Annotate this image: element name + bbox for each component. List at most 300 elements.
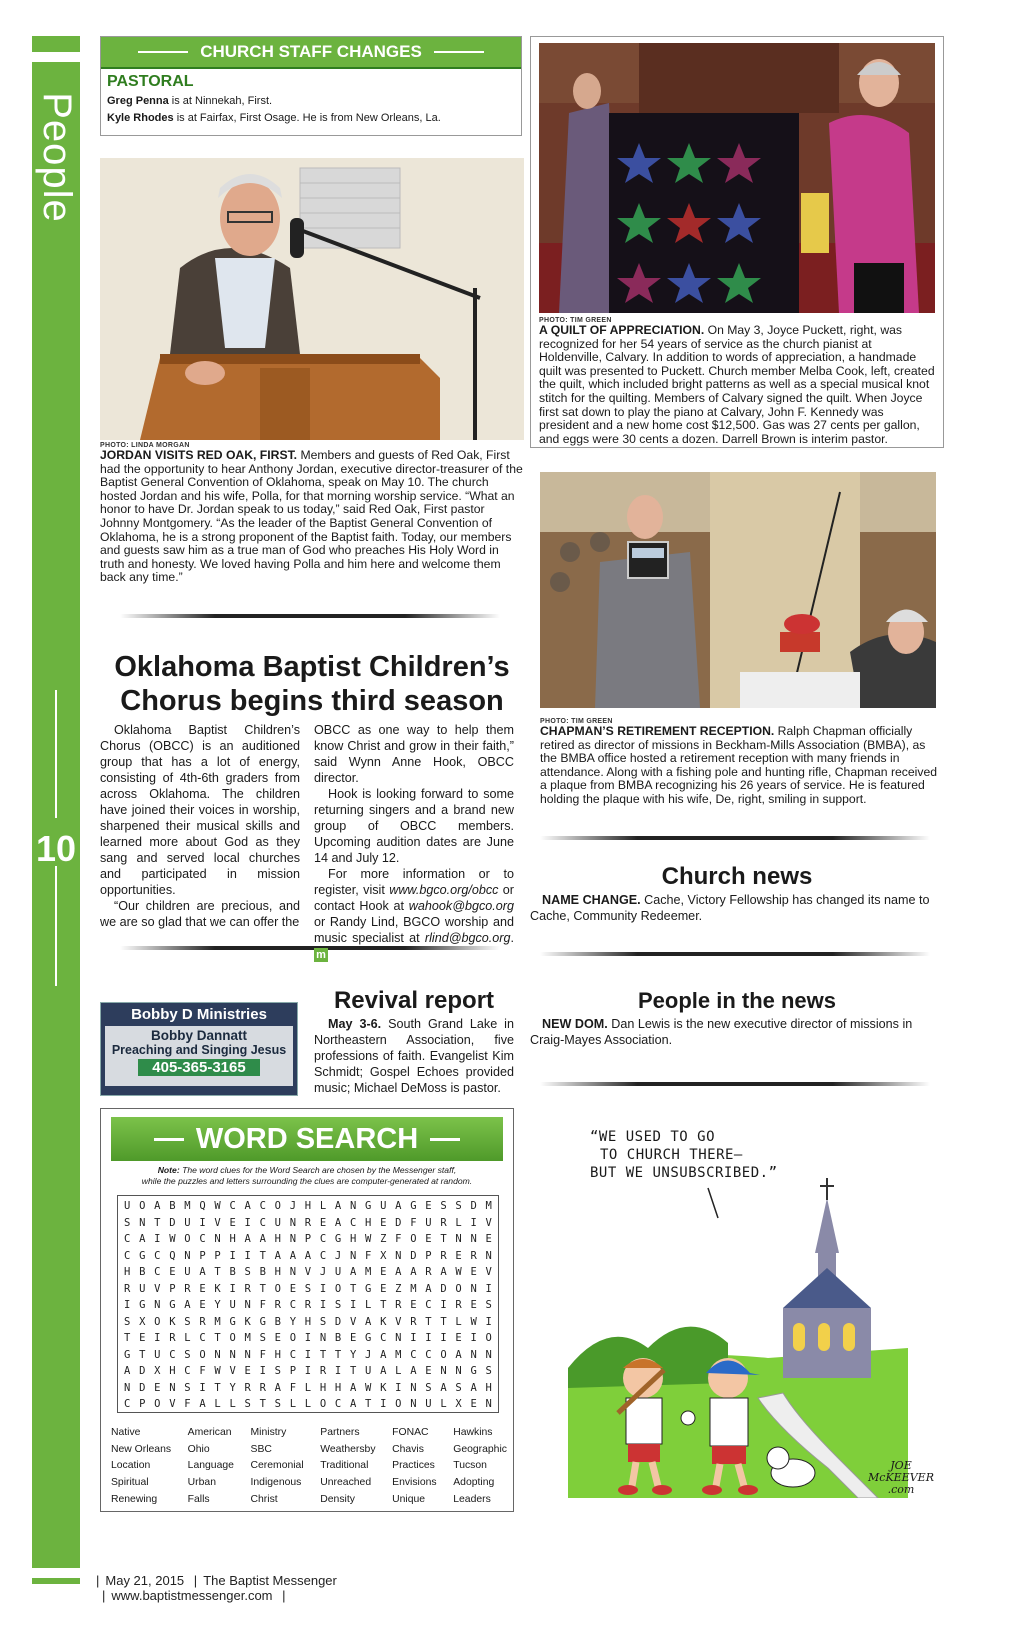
grid-letter[interactable]: R <box>124 1282 131 1295</box>
grid-letter[interactable]: T <box>259 1282 266 1295</box>
grid-letter[interactable]: C <box>199 1233 206 1246</box>
grid-letter[interactable]: H <box>124 1266 131 1279</box>
grid-letter[interactable]: W <box>455 1266 462 1279</box>
grid-letter[interactable]: T <box>214 1266 221 1279</box>
grid-letter[interactable]: D <box>169 1216 176 1229</box>
grid-letter[interactable]: R <box>274 1299 281 1312</box>
grid-letter[interactable]: D <box>440 1282 447 1295</box>
grid-letter[interactable]: D <box>139 1365 146 1378</box>
grid-letter[interactable]: S <box>485 1365 492 1378</box>
grid-letter[interactable]: W <box>470 1315 477 1328</box>
grid-letter[interactable]: I <box>349 1299 357 1312</box>
grid-letter[interactable]: V <box>349 1315 357 1328</box>
grid-letter[interactable]: J <box>334 1249 342 1262</box>
grid-letter[interactable]: S <box>455 1200 462 1213</box>
grid-letter[interactable]: I <box>304 1348 312 1361</box>
grid-letter[interactable]: D <box>410 1249 417 1262</box>
grid-letter[interactable]: C <box>319 1233 327 1246</box>
grid-letter[interactable]: L <box>289 1398 297 1411</box>
grid-letter[interactable]: N <box>139 1216 146 1229</box>
grid-letter[interactable]: A <box>349 1266 357 1279</box>
grid-letter[interactable]: E <box>470 1266 477 1279</box>
grid-letter[interactable]: O <box>440 1348 447 1361</box>
grid-letter[interactable]: T <box>380 1299 387 1312</box>
grid-letter[interactable]: N <box>289 1266 297 1279</box>
grid-letter[interactable]: A <box>259 1233 266 1246</box>
grid-letter[interactable]: R <box>304 1299 312 1312</box>
grid-letter[interactable]: C <box>124 1233 131 1246</box>
grid-letter[interactable]: N <box>485 1398 492 1411</box>
grid-letter[interactable]: E <box>199 1282 206 1295</box>
grid-letter[interactable]: A <box>124 1365 131 1378</box>
grid-letter[interactable]: W <box>365 1233 372 1246</box>
grid-letter[interactable]: A <box>349 1381 357 1394</box>
grid-letter[interactable]: G <box>139 1299 146 1312</box>
grid-letter[interactable]: J <box>365 1348 372 1361</box>
grid-letter[interactable]: I <box>304 1365 312 1378</box>
grid-letter[interactable]: V <box>214 1216 221 1229</box>
grid-letter[interactable]: S <box>440 1200 447 1213</box>
grid-letter[interactable]: N <box>485 1348 492 1361</box>
grid-letter[interactable]: K <box>214 1282 221 1295</box>
grid-letter[interactable]: N <box>319 1332 327 1345</box>
grid-letter[interactable]: I <box>244 1216 251 1229</box>
grid-letter[interactable]: O <box>154 1398 161 1411</box>
grid-letter[interactable]: C <box>334 1398 342 1411</box>
grid-letter[interactable]: V <box>229 1365 236 1378</box>
grid-letter[interactable]: F <box>365 1249 372 1262</box>
grid-letter[interactable]: E <box>410 1299 417 1312</box>
grid-letter[interactable]: L <box>455 1216 462 1229</box>
grid-letter[interactable]: Q <box>169 1249 176 1262</box>
grid-letter[interactable]: M <box>410 1282 417 1295</box>
grid-letter[interactable]: A <box>425 1282 432 1295</box>
grid-letter[interactable]: F <box>184 1398 191 1411</box>
grid-letter[interactable]: C <box>229 1200 236 1213</box>
grid-letter[interactable]: W <box>214 1365 221 1378</box>
grid-letter[interactable]: Y <box>214 1299 221 1312</box>
grid-letter[interactable]: R <box>319 1365 327 1378</box>
grid-letter[interactable]: H <box>349 1233 357 1246</box>
grid-letter[interactable]: V <box>304 1266 312 1279</box>
grid-letter[interactable]: G <box>124 1348 131 1361</box>
grid-letter[interactable]: R <box>169 1332 176 1345</box>
grid-letter[interactable]: A <box>380 1348 387 1361</box>
grid-letter[interactable]: E <box>274 1332 281 1345</box>
grid-letter[interactable]: L <box>440 1398 447 1411</box>
grid-letter[interactable]: M <box>244 1332 251 1345</box>
grid-letter[interactable]: I <box>199 1216 206 1229</box>
grid-letter[interactable]: S <box>334 1299 342 1312</box>
grid-letter[interactable]: A <box>244 1233 251 1246</box>
grid-letter[interactable]: O <box>289 1332 297 1345</box>
grid-letter[interactable]: B <box>259 1266 266 1279</box>
grid-letter[interactable]: E <box>139 1332 146 1345</box>
grid-letter[interactable]: I <box>485 1315 492 1328</box>
grid-letter[interactable]: R <box>244 1381 251 1394</box>
grid-letter[interactable]: N <box>395 1249 402 1262</box>
grid-letter[interactable]: O <box>229 1332 236 1345</box>
grid-letter[interactable]: A <box>139 1233 146 1246</box>
grid-letter[interactable]: S <box>425 1381 432 1394</box>
grid-letter[interactable]: I <box>470 1216 477 1229</box>
grid-letter[interactable]: P <box>289 1365 297 1378</box>
grid-letter[interactable]: R <box>425 1266 432 1279</box>
grid-letter[interactable]: Z <box>380 1233 387 1246</box>
grid-letter[interactable]: S <box>124 1315 131 1328</box>
grid-letter[interactable]: C <box>199 1332 206 1345</box>
grid-letter[interactable]: G <box>365 1282 372 1295</box>
grid-letter[interactable]: N <box>470 1282 477 1295</box>
grid-letter[interactable]: I <box>395 1381 402 1394</box>
grid-letter[interactable]: H <box>304 1200 312 1213</box>
grid-letter[interactable]: N <box>154 1299 161 1312</box>
grid-letter[interactable]: H <box>229 1233 236 1246</box>
grid-letter[interactable]: O <box>395 1398 402 1411</box>
grid-letter[interactable]: A <box>274 1249 281 1262</box>
grid-letter[interactable]: T <box>440 1315 447 1328</box>
grid-letter[interactable]: F <box>199 1365 206 1378</box>
grid-letter[interactable]: R <box>440 1249 447 1262</box>
grid-letter[interactable]: E <box>169 1266 176 1279</box>
grid-letter[interactable]: Y <box>229 1381 236 1394</box>
grid-letter[interactable]: E <box>154 1381 161 1394</box>
grid-letter[interactable]: E <box>244 1365 251 1378</box>
grid-letter[interactable]: O <box>154 1315 161 1328</box>
grid-letter[interactable]: N <box>470 1233 477 1246</box>
grid-letter[interactable]: E <box>470 1398 477 1411</box>
grid-letter[interactable]: A <box>395 1200 402 1213</box>
grid-letter[interactable]: X <box>154 1365 161 1378</box>
grid-letter[interactable]: N <box>229 1348 236 1361</box>
grid-letter[interactable]: B <box>274 1315 281 1328</box>
grid-letter[interactable]: T <box>425 1315 432 1328</box>
grid-letter[interactable]: Y <box>349 1348 357 1361</box>
grid-letter[interactable]: U <box>365 1365 372 1378</box>
grid-letter[interactable]: A <box>199 1398 206 1411</box>
word-search-grid[interactable] <box>117 1195 499 1413</box>
grid-letter[interactable]: S <box>304 1282 312 1295</box>
grid-letter[interactable]: R <box>440 1216 447 1229</box>
grid-letter[interactable]: A <box>199 1266 206 1279</box>
grid-letter[interactable]: E <box>199 1299 206 1312</box>
grid-letter[interactable]: H <box>365 1216 372 1229</box>
grid-letter[interactable]: S <box>485 1299 492 1312</box>
grid-letter[interactable]: E <box>455 1332 462 1345</box>
grid-letter[interactable]: N <box>244 1348 251 1361</box>
grid-letter[interactable]: O <box>184 1233 191 1246</box>
grid-letter[interactable]: N <box>244 1299 251 1312</box>
grid-letter[interactable]: J <box>319 1266 327 1279</box>
grid-letter[interactable]: A <box>334 1216 342 1229</box>
grid-letter[interactable]: N <box>455 1365 462 1378</box>
grid-letter[interactable]: R <box>259 1381 266 1394</box>
grid-letter[interactable]: A <box>304 1249 312 1262</box>
grid-letter[interactable]: F <box>289 1381 297 1394</box>
grid-letter[interactable]: N <box>289 1233 297 1246</box>
grid-letter[interactable]: T <box>319 1348 327 1361</box>
grid-letter[interactable]: B <box>169 1200 176 1213</box>
grid-letter[interactable]: U <box>425 1216 432 1229</box>
grid-letter[interactable]: C <box>289 1348 297 1361</box>
grid-letter[interactable]: U <box>229 1299 236 1312</box>
grid-letter[interactable]: N <box>214 1233 221 1246</box>
grid-letter[interactable]: B <box>139 1266 146 1279</box>
grid-letter[interactable]: C <box>425 1299 432 1312</box>
grid-letter[interactable]: T <box>365 1398 372 1411</box>
grid-letter[interactable]: C <box>154 1249 161 1262</box>
grid-letter[interactable]: A <box>244 1200 251 1213</box>
grid-letter[interactable]: S <box>319 1315 327 1328</box>
grid-letter[interactable]: V <box>395 1315 402 1328</box>
grid-letter[interactable]: L <box>214 1398 221 1411</box>
grid-letter[interactable]: D <box>334 1315 342 1328</box>
grid-letter[interactable]: R <box>470 1249 477 1262</box>
grid-letter[interactable]: I <box>229 1282 236 1295</box>
grid-letter[interactable]: N <box>470 1348 477 1361</box>
grid-letter[interactable]: H <box>274 1233 281 1246</box>
grid-letter[interactable]: G <box>259 1315 266 1328</box>
grid-letter[interactable]: V <box>485 1266 492 1279</box>
grid-letter[interactable]: I <box>154 1332 161 1345</box>
grid-letter[interactable]: R <box>455 1299 462 1312</box>
grid-letter[interactable]: W <box>169 1233 176 1246</box>
grid-letter[interactable]: M <box>214 1315 221 1328</box>
grid-letter[interactable]: L <box>455 1315 462 1328</box>
grid-letter[interactable]: B <box>334 1332 342 1345</box>
grid-letter[interactable]: C <box>410 1348 417 1361</box>
grid-letter[interactable]: C <box>184 1365 191 1378</box>
grid-letter[interactable]: E <box>425 1233 432 1246</box>
grid-letter[interactable]: A <box>410 1365 417 1378</box>
grid-letter[interactable]: M <box>485 1200 492 1213</box>
grid-letter[interactable]: R <box>304 1216 312 1229</box>
grid-letter[interactable]: O <box>455 1282 462 1295</box>
grid-letter[interactable]: P <box>304 1233 312 1246</box>
grid-letter[interactable]: G <box>365 1200 372 1213</box>
grid-letter[interactable]: R <box>244 1282 251 1295</box>
grid-letter[interactable]: A <box>184 1299 191 1312</box>
grid-letter[interactable]: A <box>410 1266 417 1279</box>
grid-letter[interactable]: V <box>485 1216 492 1229</box>
grid-letter[interactable]: O <box>274 1200 281 1213</box>
grid-letter[interactable]: U <box>139 1282 146 1295</box>
grid-letter[interactable]: C <box>349 1216 357 1229</box>
grid-letter[interactable]: I <box>410 1332 417 1345</box>
grid-letter[interactable]: I <box>244 1249 251 1262</box>
grid-letter[interactable]: R <box>199 1315 206 1328</box>
grid-letter[interactable]: J <box>289 1200 297 1213</box>
grid-letter[interactable]: C <box>124 1398 131 1411</box>
grid-letter[interactable]: C <box>154 1266 161 1279</box>
grid-letter[interactable]: O <box>199 1348 206 1361</box>
grid-letter[interactable]: C <box>259 1216 266 1229</box>
grid-letter[interactable]: D <box>395 1216 402 1229</box>
grid-letter[interactable]: T <box>259 1398 266 1411</box>
grid-letter[interactable]: L <box>229 1398 236 1411</box>
grid-letter[interactable]: H <box>274 1348 281 1361</box>
grid-letter[interactable]: N <box>289 1216 297 1229</box>
grid-letter[interactable]: N <box>124 1381 131 1394</box>
grid-letter[interactable]: A <box>289 1249 297 1262</box>
bobby-d-ad[interactable]: Bobby D Ministries Bobby Dannatt Preaching and Singing Jesus 405-365-3165 <box>100 1002 298 1096</box>
grid-letter[interactable]: U <box>334 1266 342 1279</box>
grid-letter[interactable]: I <box>334 1365 342 1378</box>
grid-letter[interactable]: H <box>304 1315 312 1328</box>
grid-letter[interactable]: C <box>319 1249 327 1262</box>
grid-letter[interactable]: S <box>124 1216 131 1229</box>
grid-letter[interactable]: G <box>139 1249 146 1262</box>
grid-letter[interactable]: P <box>139 1398 146 1411</box>
grid-letter[interactable]: K <box>380 1381 387 1394</box>
grid-letter[interactable]: S <box>274 1365 281 1378</box>
grid-letter[interactable]: A <box>334 1200 342 1213</box>
grid-letter[interactable]: F <box>259 1348 266 1361</box>
grid-letter[interactable]: U <box>184 1266 191 1279</box>
grid-letter[interactable]: Y <box>289 1315 297 1328</box>
grid-letter[interactable]: A <box>470 1381 477 1394</box>
grid-letter[interactable]: C <box>169 1348 176 1361</box>
grid-letter[interactable]: S <box>184 1381 191 1394</box>
grid-letter[interactable]: P <box>199 1249 206 1262</box>
grid-letter[interactable]: E <box>380 1216 387 1229</box>
grid-letter[interactable]: H <box>169 1365 176 1378</box>
grid-letter[interactable]: G <box>169 1299 176 1312</box>
grid-letter[interactable]: H <box>485 1381 492 1394</box>
grid-letter[interactable]: G <box>365 1332 372 1345</box>
grid-letter[interactable]: N <box>349 1249 357 1262</box>
grid-letter[interactable]: N <box>214 1348 221 1361</box>
grid-letter[interactable]: T <box>124 1332 131 1345</box>
grid-letter[interactable]: A <box>440 1381 447 1394</box>
grid-letter[interactable]: P <box>169 1282 176 1295</box>
grid-letter[interactable]: E <box>425 1200 432 1213</box>
grid-letter[interactable]: A <box>365 1315 372 1328</box>
grid-letter[interactable]: D <box>139 1381 146 1394</box>
grid-letter[interactable]: T <box>259 1249 266 1262</box>
grid-letter[interactable]: B <box>229 1266 236 1279</box>
grid-letter[interactable]: E <box>470 1299 477 1312</box>
grid-letter[interactable]: G <box>410 1200 417 1213</box>
grid-letter[interactable]: E <box>455 1249 462 1262</box>
grid-letter[interactable]: O <box>274 1282 281 1295</box>
grid-letter[interactable]: U <box>274 1216 281 1229</box>
grid-letter[interactable]: I <box>319 1282 327 1295</box>
grid-letter[interactable]: E <box>380 1282 387 1295</box>
grid-letter[interactable]: K <box>169 1315 176 1328</box>
grid-letter[interactable]: E <box>289 1282 297 1295</box>
grid-letter[interactable]: V <box>169 1398 176 1411</box>
grid-letter[interactable]: I <box>229 1249 236 1262</box>
grid-letter[interactable]: O <box>410 1233 417 1246</box>
grid-letter[interactable]: F <box>410 1216 417 1229</box>
ad-phone[interactable]: 405-365-3165 <box>138 1059 259 1076</box>
grid-letter[interactable]: C <box>259 1200 266 1213</box>
grid-letter[interactable]: V <box>154 1282 161 1295</box>
grid-letter[interactable]: W <box>214 1200 221 1213</box>
grid-letter[interactable]: T <box>139 1348 146 1361</box>
grid-letter[interactable]: N <box>349 1200 357 1213</box>
grid-letter[interactable]: I <box>154 1233 161 1246</box>
grid-letter[interactable]: O <box>319 1398 327 1411</box>
grid-letter[interactable]: C <box>124 1249 131 1262</box>
grid-letter[interactable]: T <box>349 1365 357 1378</box>
grid-letter[interactable]: F <box>395 1233 402 1246</box>
grid-letter[interactable]: S <box>274 1398 281 1411</box>
grid-letter[interactable]: I <box>124 1299 131 1312</box>
grid-letter[interactable]: S <box>184 1348 191 1361</box>
grid-letter[interactable]: L <box>304 1381 312 1394</box>
grid-letter[interactable]: D <box>470 1200 477 1213</box>
grid-letter[interactable]: L <box>395 1365 402 1378</box>
obcc-link[interactable]: www.bgco.org/obcc <box>389 883 499 897</box>
grid-letter[interactable]: L <box>319 1200 327 1213</box>
grid-letter[interactable]: S <box>455 1381 462 1394</box>
grid-letter[interactable]: H <box>274 1266 281 1279</box>
grid-letter[interactable]: I <box>470 1332 477 1345</box>
grid-letter[interactable]: I <box>440 1299 447 1312</box>
grid-letter[interactable]: F <box>259 1299 266 1312</box>
grid-letter[interactable]: U <box>425 1398 432 1411</box>
grid-letter[interactable]: R <box>184 1282 191 1295</box>
grid-letter[interactable]: O <box>334 1282 342 1295</box>
grid-letter[interactable]: W <box>365 1381 372 1394</box>
grid-letter[interactable]: E <box>349 1332 357 1345</box>
grid-letter[interactable]: G <box>229 1315 236 1328</box>
grid-letter[interactable]: A <box>274 1381 281 1394</box>
grid-letter[interactable]: I <box>425 1332 432 1345</box>
grid-letter[interactable]: P <box>425 1249 432 1262</box>
grid-letter[interactable]: M <box>365 1266 372 1279</box>
grid-letter[interactable]: H <box>334 1381 342 1394</box>
grid-letter[interactable]: X <box>455 1398 462 1411</box>
grid-letter[interactable]: E <box>425 1365 432 1378</box>
grid-letter[interactable]: P <box>214 1249 221 1262</box>
grid-letter[interactable]: I <box>380 1398 387 1411</box>
grid-letter[interactable]: A <box>380 1365 387 1378</box>
grid-letter[interactable]: N <box>485 1249 492 1262</box>
grid-letter[interactable]: N <box>455 1233 462 1246</box>
grid-letter[interactable]: E <box>319 1216 327 1229</box>
grid-letter[interactable]: T <box>334 1348 342 1361</box>
grid-letter[interactable]: G <box>334 1233 342 1246</box>
grid-letter[interactable]: U <box>124 1200 131 1213</box>
grid-letter[interactable]: C <box>289 1299 297 1312</box>
grid-letter[interactable]: R <box>410 1315 417 1328</box>
grid-letter[interactable]: I <box>199 1381 206 1394</box>
grid-letter[interactable]: M <box>184 1200 191 1213</box>
grid-letter[interactable]: N <box>410 1398 417 1411</box>
grid-letter[interactable]: U <box>380 1200 387 1213</box>
grid-letter[interactable]: T <box>214 1332 221 1345</box>
grid-letter[interactable]: N <box>410 1381 417 1394</box>
grid-letter[interactable]: S <box>244 1266 251 1279</box>
grid-letter[interactable]: L <box>184 1332 191 1345</box>
grid-letter[interactable]: T <box>440 1233 447 1246</box>
grid-letter[interactable]: Q <box>199 1200 206 1213</box>
grid-letter[interactable]: E <box>485 1233 492 1246</box>
grid-letter[interactable]: U <box>154 1348 161 1361</box>
hook-email-link[interactable]: wahook@bgco.org <box>408 899 514 913</box>
grid-letter[interactable]: N <box>169 1381 176 1394</box>
grid-letter[interactable]: G <box>470 1365 477 1378</box>
grid-letter[interactable]: I <box>304 1332 312 1345</box>
grid-letter[interactable]: X <box>380 1249 387 1262</box>
grid-letter[interactable]: N <box>395 1332 402 1345</box>
grid-letter[interactable]: N <box>440 1365 447 1378</box>
grid-letter[interactable]: R <box>395 1299 402 1312</box>
grid-letter[interactable]: K <box>244 1315 251 1328</box>
